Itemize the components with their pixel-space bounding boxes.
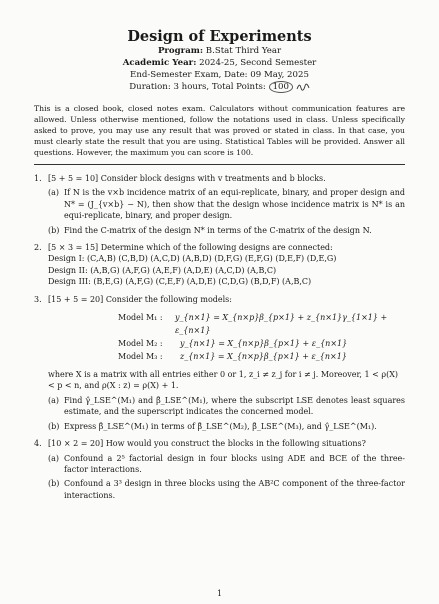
model-label: Model M₂ : — [118, 339, 163, 349]
model-1 — [118, 311, 405, 337]
part-label: (b) — [48, 225, 60, 235]
question-1 — [34, 173, 405, 236]
question-text: [5 × 3 = 15] Determine which of the following designs are connected: — [48, 243, 333, 253]
question-2 — [34, 242, 405, 288]
question-4a — [48, 453, 405, 476]
academic-year-line — [34, 57, 405, 69]
part-text: If N is the v×b incidence matrix of an equi-replicate, binary, and proper design and N* = (J_{v×b} − N), then show that the design whose incidence matrix is N* is an equi-replicate, binary, and proper design. — [64, 188, 405, 221]
question-number: 4. — [34, 439, 42, 449]
part-text: Confound a 2⁵ factorial design in four blocks using ADE and BCE of the three-factor interactions. — [64, 453, 405, 474]
question-3a — [48, 395, 405, 418]
question-4b — [48, 478, 405, 501]
program-value: B.Stat Third Year — [205, 46, 282, 56]
divider — [34, 164, 405, 165]
part-text: Find the C-matrix of the design N* in terms of the C-matrix of the design N. — [64, 225, 372, 235]
question-3b — [48, 421, 405, 432]
exam-header — [34, 0, 405, 93]
total-points-circled: 100 — [269, 81, 293, 93]
page-number: 1 — [216, 589, 223, 598]
question-4 — [34, 438, 405, 501]
question-3 — [34, 294, 405, 432]
model-label: Model M₁ : — [118, 313, 163, 323]
exam-title: Design of Experiments — [127, 28, 312, 45]
academic-year-label: Academic Year: — [122, 58, 197, 68]
handwritten-initials-icon — [296, 83, 310, 91]
model-conditions: where X is a matrix with all entries either 0 or 1, z_i ≠ z_j for i ≠ j. Moreover, 1 < ρ(X) < p < n, and ρ(X : z) = ρ(X) + 1. — [48, 370, 399, 391]
model-equation: y_{n×1} = X_{n×p}β_{p×1} + z_{n×1}γ_{1×1} + ε_{n×1} — [175, 313, 388, 336]
program-line — [34, 45, 405, 57]
question-text: [10 × 2 = 20] How would you construct the blocks in the following situations? — [48, 439, 366, 449]
duration-text: Duration: 3 hours, Total Points: — [129, 82, 266, 92]
design-3: Design III: (B,E,G) (A,F,G) (C,E,F) (A,D,E) (C,D,G) (B,D,F) (A,B,C) — [48, 277, 312, 287]
part-text: Confound a 3³ design in three blocks using the AB²C component of the three-factor interactions. — [64, 479, 405, 500]
program-label: Program: — [157, 46, 204, 56]
question-1a — [48, 187, 405, 221]
exam-date-line: End-Semester Exam, Date: 09 May, 2025 — [130, 70, 309, 80]
design-2: Design II: (A,B,G) (A,F,G) (A,E,F) (A,D,E) (A,C,D) (A,B,C) — [48, 265, 277, 275]
design-1: Design I: (C,A,B) (C,B,D) (A,C,D) (A,B,D) (D,F,G) (E,F,G) (D,E,F) (D,E,G) — [48, 254, 337, 264]
part-label: (a) — [48, 395, 60, 405]
part-label: (a) — [48, 453, 60, 463]
model-label: Model M₃ : — [118, 352, 163, 362]
question-text: [15 + 5 = 20] Consider the following models: — [48, 294, 232, 304]
question-text: [5 + 5 = 10] Consider block designs with v treatments and b blocks. — [48, 174, 326, 183]
model-equation: y_{n×1} = X_{n×p}β_{p×1} + ε_{n×1} — [180, 339, 348, 349]
model-equation: z_{n×1} = X_{n×p}β_{p×1} + ε_{n×1} — [180, 352, 347, 362]
part-text: Find γ̂_LSE^(M₁) and β̂_LSE^(M₁), where the subscript LSE denotes least squares estimate, and the superscript indicates the concerned model. — [64, 395, 405, 417]
academic-year-value: 2024-25, Second Semester — [199, 58, 317, 68]
part-text: Express β̂_LSE^(M₁) in terms of β̂_LSE^(M₂), β̂_LSE^(M₃), and γ̂_LSE^(M₁). — [64, 421, 377, 431]
model-3 — [118, 350, 405, 363]
question-number: 1. — [34, 174, 42, 183]
part-label: (b) — [48, 421, 60, 431]
model-list — [118, 311, 405, 363]
part-label: (a) — [48, 188, 60, 198]
question-number: 2. — [34, 243, 42, 253]
exam-instructions: This is a closed book, closed notes exam. Calculators without communication features are allowed. Unless otherwise mentioned, follow the notations used in class. Unless specifically asked to prove, you may use any result that was proved or stated in class. In that case, you must clearly state the result that you are using. Statistical Tables will be provided. Answer all questions. However, the maximum you can score is 100. — [34, 104, 405, 157]
model-2 — [118, 337, 405, 350]
question-number: 3. — [34, 294, 42, 304]
part-label: (b) — [48, 479, 60, 489]
question-1b — [48, 225, 405, 236]
duration-line — [34, 81, 405, 93]
